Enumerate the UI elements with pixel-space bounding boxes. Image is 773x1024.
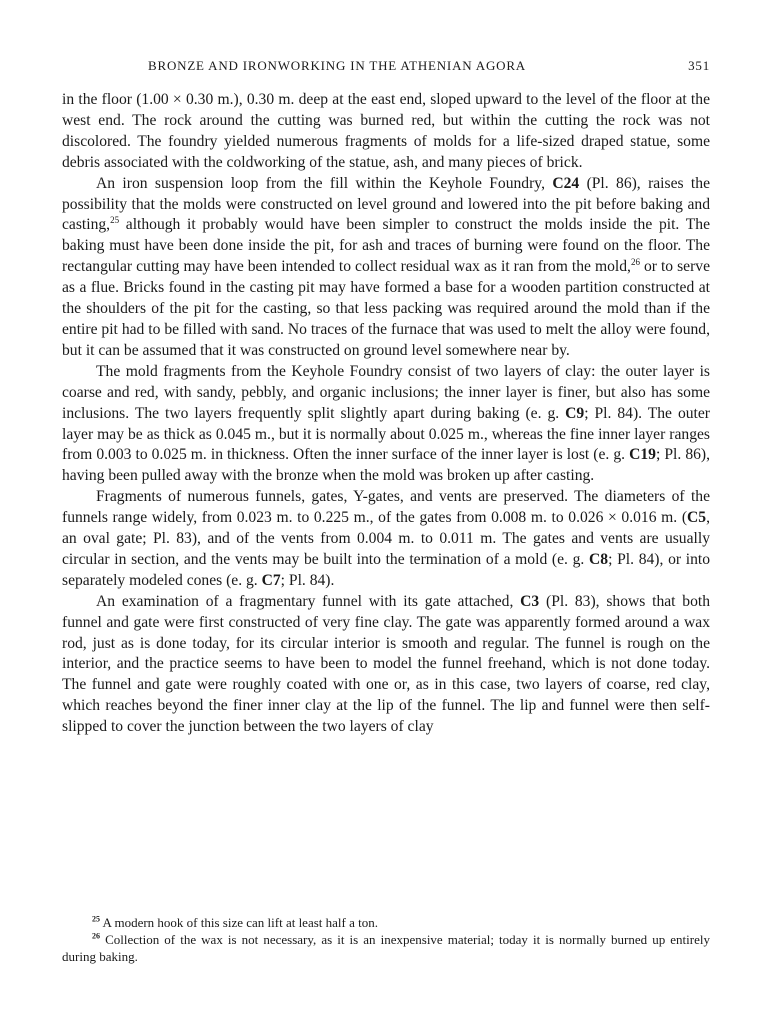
running-title: BRONZE AND IRONWORKING IN THE ATHENIAN AGORA bbox=[148, 58, 526, 73]
footnote-ref-25: 25 bbox=[110, 215, 120, 226]
catalog-ref-c8: C8 bbox=[589, 550, 609, 568]
catalog-ref-c9: C9 bbox=[565, 404, 585, 422]
body-text bbox=[62, 90, 710, 738]
catalog-ref-c24: C24 bbox=[552, 174, 580, 192]
catalog-ref-c5: C5 bbox=[687, 509, 707, 527]
page-number: 351 bbox=[688, 58, 710, 73]
footnote-ref-26: 26 bbox=[630, 257, 640, 268]
footnote-number: 25 bbox=[92, 914, 100, 924]
paragraph-3: The mold fragments from the Keyhole Foundry consist of two layers of clay: the outer layer is coarse and red, with sandy, pebbly, and organic inclusions; the inner layer is finer, but also has some inclusions. The two layers frequently split slightly apart during baking (e. g. C9; Pl. 84). The outer layer may be as thick as 0.045 m., but it is normally about 0.025 m., whereas the fine inner layer ranges from 0.003 to 0.025 m. in thickness. Often the inner surface of the inner layer is lost (e. g. C19; Pl. 86), having been pulled away with the bronze when the mold was broken up after casting. bbox=[62, 362, 711, 485]
paragraph-5: An examination of a fragmentary funnel with its gate attached, C3 (Pl. 83), shows that both funnel and gate were first constructed of very fine clay. The gate was apparently formed around a wax rod, just as is done today, for its circular interior is smooth and regular. The funnel is rough on the interior, and the practice seems to have been to model the funnel freehand, which is not done today. The funnel and gate were roughly coated with one or, as in this case, two layers of coarse, red clay, which reaches beyond the finer inner clay at the lip of the funnel. The lip and funnel were then self-slipped to cover the junction between the two layers of clay bbox=[62, 592, 710, 736]
paragraph-2: An iron suspension loop from the fill within the Keyhole Foundry, C24 (Pl. 86), raises the possibility that the molds were constructed on level ground and lowered into the pit before baking and casting,$^{25}$ although it probably would have been simpler to construct the molds inside the pit. The baking must have been done inside the pit, for ash and traces of burning were found on the floor. The rectangular cutting may have been intended to collect residual wax as it ran from the mold,$^{26}$ or to serve as a flue. Bricks found in the casting pit may have formed a base for a wooden partition constructed at the shoulders of the pit for the casting, so that less packing was required around the mold than if the entire pit had to be filled with sand. No traces of the furnace that was used to melt the alloy were found, but it can be assumed that it was constructed on ground level somewhere near by. bbox=[62, 174, 710, 359]
footnote-text: A modern hook of this size can lift at least half a ton. bbox=[100, 915, 378, 930]
catalog-ref-c3: C3 bbox=[520, 592, 540, 610]
running-head bbox=[62, 58, 710, 78]
paragraph-4: Fragments of numerous funnels, gates, Y-gates, and vents are preserved. The diameters of the funnels range widely, from 0.023 m. to 0.225 m., of the gates from 0.008 m. to 0.026 × 0.016 m. (C5, an oval gate; Pl. 83), and of the vents from 0.004 m. to 0.011 m. The gates and vents are usually circular in section, and the vents may be built into the termination of a mold (e. g. C8; Pl. 84), or into separately modeled cones (e. g. C7; Pl. 84). bbox=[62, 488, 710, 589]
catalog-ref-c19: C19 bbox=[629, 446, 656, 464]
paragraph-1: in the floor (1.00 × 0.30 m.), 0.30 m. deep at the east end, sloped upward to the level of the floor at the west end. The rock around the cutting was burned red, but within the cutting the rock was not discolored. The foundry yielded numerous fragments of molds for a life-sized draped statue, some debris associated with the coldworking of the statue, ash, and many pieces of brick. bbox=[62, 91, 710, 171]
footnote-26 bbox=[62, 931, 710, 965]
footnote-text: Collection of the wax is not necessary, as it is an inexpensive material; today it is normally burned up entirely during baking. bbox=[62, 932, 710, 964]
footnote-number: 26 bbox=[92, 931, 100, 941]
catalog-ref-c7: C7 bbox=[261, 571, 281, 589]
footnotes bbox=[62, 914, 710, 965]
footnote-25 bbox=[62, 914, 710, 931]
